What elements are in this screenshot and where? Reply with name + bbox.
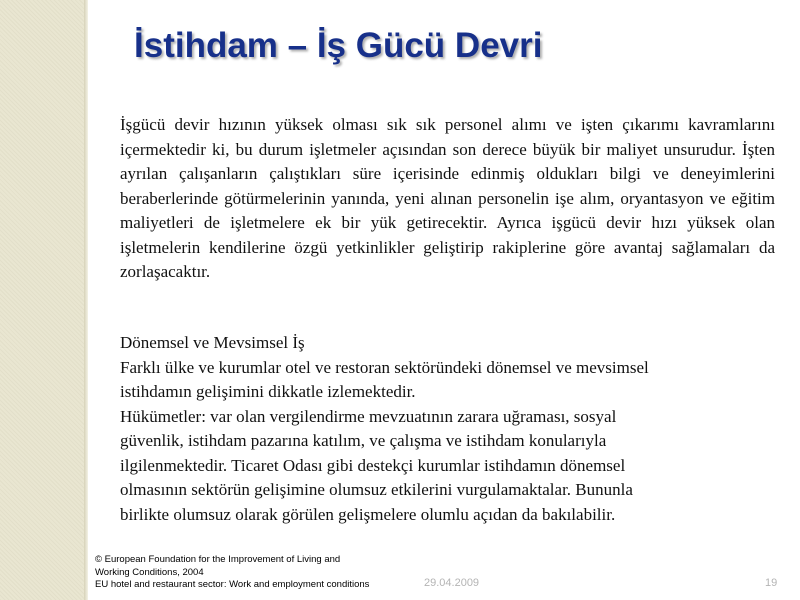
text-line: ilgilenmektedir. Ticaret Odası gibi destekçi kurumlar istihdamın dönemsel <box>120 455 626 475</box>
paragraph-workforce-turnover: İşgücü devir hızının yüksek olması sık sık personel alımı ve işten çıkarımı kavramlarını içermektedir ki, bu durum işletmeler açısından son derece büyük bir maliyet unsurudur. İşten ayrılan çalışanların çalıştıkları süre içerisinde edinmiş oldukları bilgi ve deneyimlerini beraberlerinde götürmelerinin yanında, yeni alınan personelin işe alım, oryantasyon ve eğitim maliyetleri de işletmelere ek bir yük getirecektir. Ayrıca işgücü devir hızı yüksek olan işletmelerin kendilerine özgü yetkinlikler geliştirip rakiplerine göre avantaj sağlamaları da zorlaşacaktır. <box>120 115 775 281</box>
text-line: istihdamın gelişimini dikkatle izlemektedir. <box>120 382 416 401</box>
page-number: 19 <box>765 577 778 589</box>
text-line: güvenlik, istihdam pazarına katılım, ve çalışma ve istihdam konularıyla <box>120 431 607 450</box>
paragraph-seasonal-work <box>120 331 775 527</box>
decorative-sidebar <box>0 0 84 600</box>
footer-line: © European Foundation for the Improvement of Living and <box>95 554 341 565</box>
section-heading: Dönemsel ve Mevsimsel İş <box>120 333 305 352</box>
slide-title: İstihdam – İş Gücü Devri <box>134 26 543 65</box>
text-line: Hükümetler: var olan vergilendirme mevzuatının zarara uğraması, sosyal <box>120 406 617 426</box>
text-line: Farklı ülke ve kurumlar otel ve restoran sektöründeki dönemsel ve mevsimsel <box>120 357 649 377</box>
text-line: olmasının sektörün gelişimine olumsuz etkilerini vurgulamaktalar. Bununla <box>120 480 633 499</box>
footer-citation <box>95 554 369 592</box>
footer-line: Working Conditions, 2004 <box>95 566 204 578</box>
footer-line: EU hotel and restaurant sector: Work and employment conditions <box>95 579 370 590</box>
text-line: birlikte olumsuz olarak görülen gelişmelere olumlu açıdan da bakılabilir. <box>120 504 616 524</box>
sidebar-edge <box>84 0 88 600</box>
slide-date: 29.04.2009 <box>424 577 480 589</box>
